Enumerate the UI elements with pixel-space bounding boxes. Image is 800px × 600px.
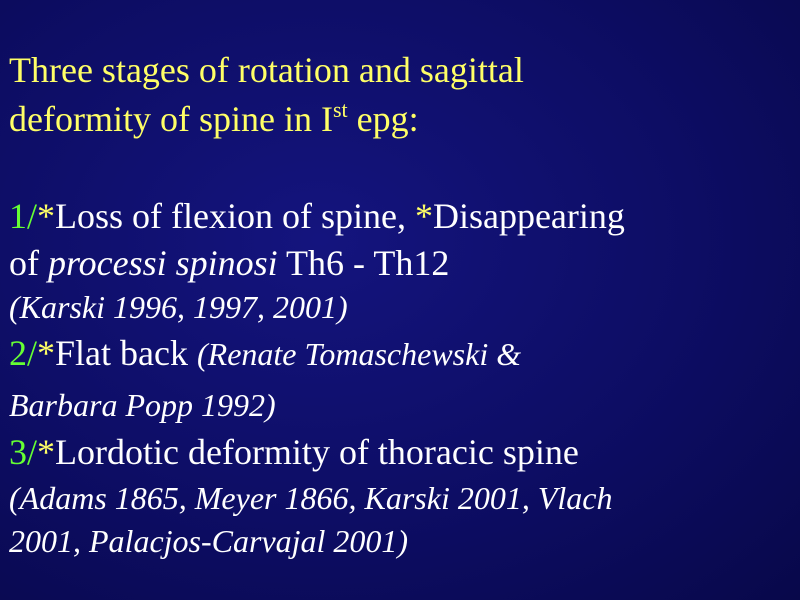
item-2-reference-cont [9,385,276,425]
item-2-ref-1: (Renate Tomaschewski & [196,336,522,372]
item-1-text-a: Loss of flexion of spine, [55,196,415,236]
item-3-line-1 [9,432,579,472]
slide-title-line-1 [9,50,524,90]
title-text-2-end: epg: [347,99,419,139]
item-1-line-2-pre: of [9,243,48,283]
item-1-ref-text: (Karski 1996, 1997, 2001) [9,289,348,325]
item-2-line-1 [9,333,521,374]
item-3-ref-2: 2001, Palacjos-Carvajal 2001) [9,523,409,559]
item-1-reference [9,287,348,327]
item-1-latin-term: processi spinosi [48,243,278,283]
item-2-number: 2/ [9,333,38,373]
item-2-bullet: * [37,333,56,373]
slide-title-line-2 [9,99,419,139]
item-1-text-b: Disappearing [432,196,625,236]
item-3-ref-1: (Adams 1865, Meyer 1866, Karski 2001, Vlach [9,480,613,516]
item-1-line-1 [9,196,625,236]
item-1-bullet-a: * [37,196,56,236]
item-1-bullet-b: * [414,196,433,236]
title-text-1: Three stages of rotation and sagittal [9,50,524,90]
item-1-number: 1/ [9,196,38,236]
item-1-line-2 [9,243,449,283]
title-text-2: deformity of spine in I [9,99,333,139]
item-2-text: Flat back [55,333,197,373]
item-3-number: 3/ [9,432,38,472]
item-3-reference-2 [9,521,408,561]
item-3-reference-1 [9,478,612,518]
title-superscript: st [332,97,348,122]
item-3-text: Lordotic deformity of thoracic spine [55,432,579,472]
item-1-line-2-post: Th6 - Th12 [277,243,450,283]
item-2-ref-2: Barbara Popp 1992) [9,387,276,423]
item-3-bullet: * [37,432,56,472]
